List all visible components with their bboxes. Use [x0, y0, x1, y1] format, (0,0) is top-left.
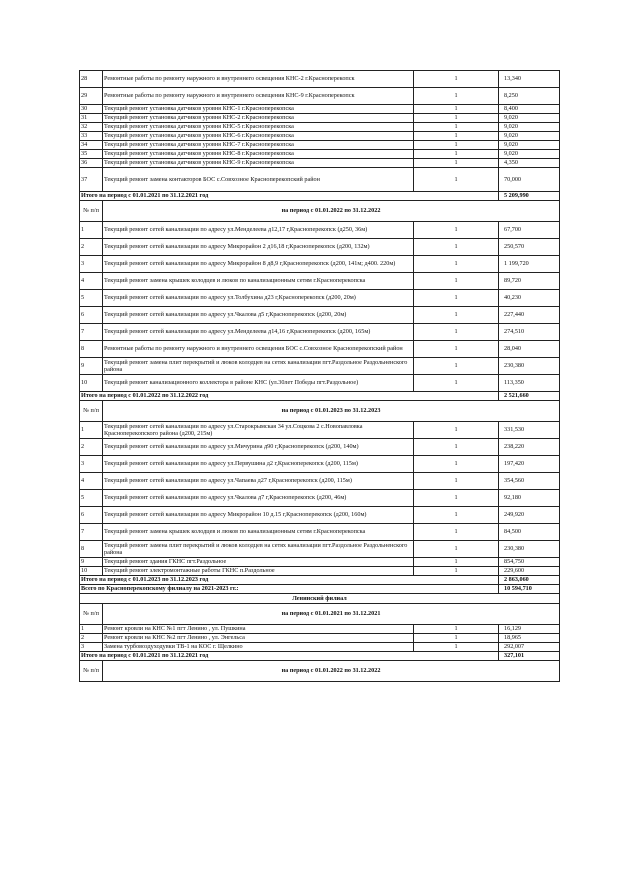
- row-quantity: 1: [414, 643, 499, 652]
- total-sum: 2 863,060: [499, 576, 560, 585]
- row-amount: 92,180: [499, 490, 560, 507]
- row-quantity: 1: [414, 625, 499, 634]
- header-2023: [80, 401, 560, 422]
- row-description: Текущий ремонт установка датчиков уровня КНС-5 г.Красноперекопска: [103, 123, 414, 132]
- table-row: [80, 567, 560, 576]
- period-header: на период с 01.01.2021 по 31.12.2021: [103, 604, 560, 625]
- row-quantity: 1: [414, 168, 499, 192]
- total-lenino-2021: [80, 652, 560, 661]
- row-quantity: 1: [414, 422, 499, 439]
- table-row: [80, 558, 560, 567]
- total-sum: 5 209,990: [499, 192, 560, 201]
- row-number: 37: [80, 168, 103, 192]
- row-quantity: 1: [414, 273, 499, 290]
- total-label: Итого на период с 01.01.2021 по 31.12.2021 год: [80, 652, 499, 661]
- row-number: 8: [80, 541, 103, 558]
- grand-total-label: Всего по Красноперекопскому филиалу на 2021-2023 гг.:: [80, 585, 499, 594]
- row-description: Текущий ремонт установка датчиков уровня КНС-7 г.Красноперекопска: [103, 141, 414, 150]
- col-num-header: № п/п: [80, 661, 103, 682]
- table-row: [80, 105, 560, 114]
- row-number: 9: [80, 358, 103, 375]
- row-quantity: 1: [414, 507, 499, 524]
- row-number: 2: [80, 239, 103, 256]
- table-row: [80, 239, 560, 256]
- row-description: Текущий ремонт здания ГКНС пгт.Раздольное: [103, 558, 414, 567]
- row-amount: 13,340: [499, 71, 560, 88]
- table-row: [80, 150, 560, 159]
- period-header: на период с 01.01.2023 по 31.12.2023: [103, 401, 560, 422]
- col-num-header: № п/п: [80, 201, 103, 222]
- table-row: [80, 324, 560, 341]
- row-amount: 28,040: [499, 341, 560, 358]
- row-number: 3: [80, 643, 103, 652]
- row-number: 31: [80, 114, 103, 123]
- row-amount: 18,965: [499, 634, 560, 643]
- table-row: [80, 634, 560, 643]
- row-description: Текущий ремонт сетей канализации по адресу Микрорайон 2 д16,18 г,Красноперекопск (д200, 132м): [103, 239, 414, 256]
- row-number: 9: [80, 558, 103, 567]
- row-quantity: 1: [414, 159, 499, 168]
- row-description: Ремонтные работы по ремонту наружного и внутреннего освещения БОС с.Совхозное Красноперекопский район: [103, 341, 414, 358]
- table-row: [80, 358, 560, 375]
- row-description: Текущий ремонт сетей канализации по адресу ул.Толбухина д23 г,Красноперекопск (д200, 20м): [103, 290, 414, 307]
- row-description: Текущий ремонт замена плит перекрытий и люков колодцев на сетях канализации пгт.Раздольное Раздольненского района: [103, 541, 414, 558]
- row-description: Текущий ремонт электромонтажные работы ГКНС п.Раздольное: [103, 567, 414, 576]
- row-amount: 9,020: [499, 123, 560, 132]
- row-quantity: 1: [414, 524, 499, 541]
- row-amount: 8,250: [499, 88, 560, 105]
- col-num-header: № п/п: [80, 604, 103, 625]
- row-number: 6: [80, 307, 103, 324]
- period-header: на период с 01.01.2022 по 31.12.2022: [103, 661, 560, 682]
- row-amount: 250,570: [499, 239, 560, 256]
- row-number: 32: [80, 123, 103, 132]
- table-row: [80, 439, 560, 456]
- row-description: Замена турбовоздуходувки ТВ-1 на КОС г. Щелкино: [103, 643, 414, 652]
- table-row: [80, 159, 560, 168]
- row-number: 28: [80, 71, 103, 88]
- row-description: Ремонтные работы по ремонту наружного и внутреннего освещения КНС-2 г.Красноперекопск: [103, 71, 414, 88]
- table-row: [80, 456, 560, 473]
- header-lenino-2021: [80, 604, 560, 625]
- row-number: 4: [80, 273, 103, 290]
- total-sum: 327,101: [499, 652, 560, 661]
- total-label: Итого на период с 01.01.2022 по 31.12.2022 год: [80, 392, 499, 401]
- row-amount: 113,350: [499, 375, 560, 392]
- row-quantity: 1: [414, 439, 499, 456]
- row-number: 2: [80, 634, 103, 643]
- row-quantity: 1: [414, 141, 499, 150]
- row-number: 36: [80, 159, 103, 168]
- row-amount: 331,530: [499, 422, 560, 439]
- row-number: 1: [80, 625, 103, 634]
- row-number: 29: [80, 88, 103, 105]
- row-description: Текущий ремонт сетей канализации по адресу ул.Чапаева д27 г,Красноперекопск (д200, 115м): [103, 473, 414, 490]
- row-amount: 40,230: [499, 290, 560, 307]
- row-quantity: 1: [414, 473, 499, 490]
- row-description: Текущий ремонт сетей канализации по адресу ул.Мичурина д90 г,Красноперекопск (д200, 140м): [103, 439, 414, 456]
- row-description: Ремонтные работы по ремонту наружного и внутреннего освещения КНС-9 г.Красноперекопск: [103, 88, 414, 105]
- row-quantity: 1: [414, 490, 499, 507]
- table-row: [80, 507, 560, 524]
- row-description: Текущий ремонт сетей канализации по адресу ул.Менделеева д14,16 г,Красноперекопск (д200, 165м): [103, 324, 414, 341]
- table-row: [80, 473, 560, 490]
- table-row: [80, 524, 560, 541]
- row-amount: 9,020: [499, 114, 560, 123]
- header-2022: [80, 201, 560, 222]
- row-amount: 89,720: [499, 273, 560, 290]
- row-number: 6: [80, 507, 103, 524]
- row-number: 30: [80, 105, 103, 114]
- row-number: 3: [80, 256, 103, 273]
- table-row: [80, 88, 560, 105]
- row-amount: 70,000: [499, 168, 560, 192]
- row-number: 1: [80, 422, 103, 439]
- row-description: Текущий ремонт замена крышек колодцев и люков по канализационным сетям г.Красноперекопска: [103, 273, 414, 290]
- row-amount: 8,400: [499, 105, 560, 114]
- row-quantity: 1: [414, 150, 499, 159]
- row-description: Текущий ремонт установка датчиков уровня КНС-6 г.Красноперекопска: [103, 132, 414, 141]
- row-quantity: 1: [414, 358, 499, 375]
- period-header: на период с 01.01.2022 по 31.12.2022: [103, 201, 560, 222]
- row-quantity: 1: [414, 123, 499, 132]
- table-row: [80, 375, 560, 392]
- table-row: [80, 273, 560, 290]
- total-2022: [80, 392, 560, 401]
- row-description: Текущий ремонт установка датчиков уровня КНС-9 г.Красноперекопска: [103, 159, 414, 168]
- table-row: [80, 625, 560, 634]
- row-amount: 9,020: [499, 141, 560, 150]
- table-row: [80, 114, 560, 123]
- row-quantity: 1: [414, 541, 499, 558]
- row-quantity: 1: [414, 341, 499, 358]
- row-description: Текущий ремонт замена контакторов БОС с.Совхозное Красноперекопский район: [103, 168, 414, 192]
- totals-2023: [80, 576, 560, 604]
- table-row: [80, 256, 560, 273]
- row-quantity: 1: [414, 222, 499, 239]
- row-amount: 67,700: [499, 222, 560, 239]
- total-label: Итого на период с 01.01.2023 по 31.12.2023 год: [80, 576, 499, 585]
- rows-2021: [80, 71, 560, 192]
- row-quantity: 1: [414, 290, 499, 307]
- row-description: Текущий ремонт установка датчиков уровня КНС-1 г.Красноперекопска: [103, 105, 414, 114]
- table-row: [80, 168, 560, 192]
- row-description: Текущий ремонт установка датчиков уровня КНС-8 г.Красноперекопска: [103, 150, 414, 159]
- table-row: [80, 490, 560, 507]
- row-amount: 230,380: [499, 541, 560, 558]
- row-number: 3: [80, 456, 103, 473]
- row-description: Текущий ремонт сетей канализации по адресу ул.Старокрымская 34 ул.Соцкова 2 с.Новопавловка Красноперекопского района (д200, 215м): [103, 422, 414, 439]
- total-label: Итого на период с 01.01.2021 по 31.12.2021 год: [80, 192, 499, 201]
- row-number: 34: [80, 141, 103, 150]
- row-amount: 9,020: [499, 150, 560, 159]
- table-row: [80, 541, 560, 558]
- row-amount: 229,600: [499, 567, 560, 576]
- row-quantity: 1: [414, 132, 499, 141]
- row-number: 5: [80, 490, 103, 507]
- row-amount: 854,750: [499, 558, 560, 567]
- row-quantity: 1: [414, 256, 499, 273]
- table-row: [80, 307, 560, 324]
- row-quantity: 1: [414, 71, 499, 88]
- row-amount: 230,380: [499, 358, 560, 375]
- row-quantity: 1: [414, 375, 499, 392]
- row-description: Текущий ремонт замена плит перекрытий и люков колодцев на сетях канализации пгт.Раздольное Раздольненского района: [103, 358, 414, 375]
- table-row: [80, 290, 560, 307]
- row-quantity: 1: [414, 634, 499, 643]
- row-description: Ремонт кровли на КНС №2 пгт Ленино , ул. Энгельса: [103, 634, 414, 643]
- col-num-header: № п/п: [80, 401, 103, 422]
- header-lenino-2022: [80, 661, 560, 682]
- row-description: Текущий ремонт сетей канализации по адресу Микрорайон 10 д.15 г,Красноперекопск (д200, 160м): [103, 507, 414, 524]
- row-amount: 227,440: [499, 307, 560, 324]
- table-row: [80, 643, 560, 652]
- row-amount: 84,500: [499, 524, 560, 541]
- row-number: 7: [80, 324, 103, 341]
- row-quantity: 1: [414, 114, 499, 123]
- table-row: [80, 422, 560, 439]
- table-row: [80, 123, 560, 132]
- table-row: [80, 341, 560, 358]
- row-description: Текущий ремонт канализационного коллектора в районе КНС (ул.30лет Победы пгт.Раздольное): [103, 375, 414, 392]
- row-description: Текущий ремонт замена крышек колодцев и люков по канализационным сетям г.Красноперекопска: [103, 524, 414, 541]
- row-quantity: 1: [414, 558, 499, 567]
- rows-2023: [80, 422, 560, 576]
- row-amount: 197,420: [499, 456, 560, 473]
- row-number: 1: [80, 222, 103, 239]
- row-number: 5: [80, 290, 103, 307]
- repair-plan-table: [79, 70, 560, 682]
- row-number: 2: [80, 439, 103, 456]
- row-quantity: 1: [414, 307, 499, 324]
- row-number: 7: [80, 524, 103, 541]
- grand-total-sum: 10 594,710: [499, 585, 560, 594]
- total-sum: 2 521,660: [499, 392, 560, 401]
- row-quantity: 1: [414, 105, 499, 114]
- row-number: 10: [80, 567, 103, 576]
- rows-lenino-2021: [80, 625, 560, 652]
- table-row: [80, 141, 560, 150]
- row-amount: 354,560: [499, 473, 560, 490]
- row-amount: 274,510: [499, 324, 560, 341]
- row-amount: 1 199,720: [499, 256, 560, 273]
- row-description: Текущий ремонт сетей канализации по адресу ул.Чкалова д7 г,Красноперекопск (д200, 46м): [103, 490, 414, 507]
- row-number: 35: [80, 150, 103, 159]
- row-quantity: 1: [414, 239, 499, 256]
- row-amount: 16,129: [499, 625, 560, 634]
- row-number: 4: [80, 473, 103, 490]
- table-row: [80, 71, 560, 88]
- row-description: Текущий ремонт установка датчиков уровня КНС-2 г.Красноперекопска: [103, 114, 414, 123]
- section-title: Ленинский филиал: [80, 594, 560, 604]
- row-quantity: 1: [414, 456, 499, 473]
- row-amount: 238,220: [499, 439, 560, 456]
- row-amount: 249,920: [499, 507, 560, 524]
- row-amount: 4,350: [499, 159, 560, 168]
- table-row: [80, 132, 560, 141]
- row-amount: 9,020: [499, 132, 560, 141]
- row-description: Текущий ремонт сетей канализации по адресу Микрорайон 8 д8,9 г,Красноперекопск (д200, 141м; д400. 220м): [103, 256, 414, 273]
- row-description: Текущий ремонт сетей канализации по адресу ул.Менделеева д12,17 г,Красноперекопск (д250, 36м): [103, 222, 414, 239]
- total-2021: [80, 192, 560, 201]
- row-number: 10: [80, 375, 103, 392]
- row-description: Ремонт кровли на КНС №1 пгт Ленино , ул. Пушкина: [103, 625, 414, 634]
- table-row: [80, 222, 560, 239]
- row-amount: 292,007: [499, 643, 560, 652]
- row-number: 8: [80, 341, 103, 358]
- document-page: [79, 70, 559, 682]
- row-quantity: 1: [414, 567, 499, 576]
- row-number: 33: [80, 132, 103, 141]
- rows-2022: [80, 222, 560, 392]
- row-description: Текущий ремонт сетей канализации по адресу ул.Первушина д2 г,Красноперекопск (д200, 115м): [103, 456, 414, 473]
- row-description: Текущий ремонт сетей канализации по адресу ул.Чкалова д5 г,Красноперекопск (д200, 20м): [103, 307, 414, 324]
- row-quantity: 1: [414, 324, 499, 341]
- row-quantity: 1: [414, 88, 499, 105]
